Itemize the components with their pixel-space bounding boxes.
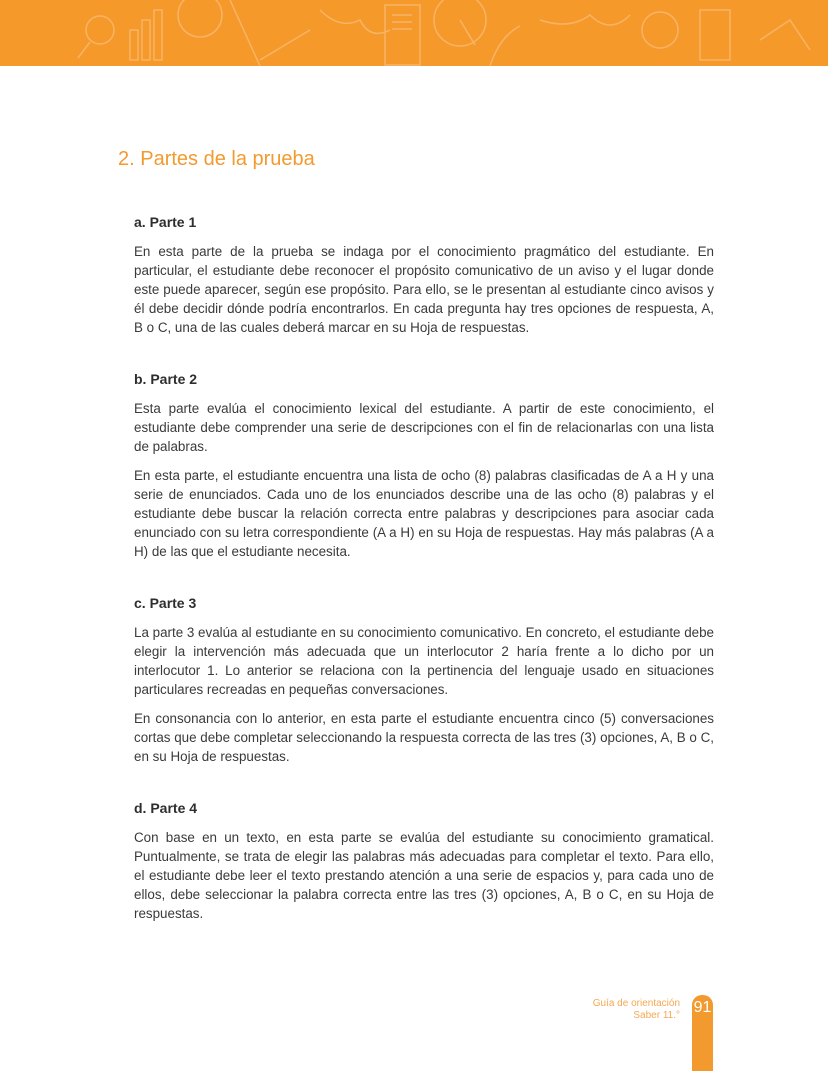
footer-guide-label [593,998,680,1022]
main-content [134,214,714,957]
paragraph: La parte 3 evalúa al estudiante en su conocimiento comunicativo. En concreto, el estudiante debe elegir la intervención más adecuada que un interlocutor 2 haría frente a lo dicho por un interlocutor 1. Lo anterior se relaciona con la pertinencia del lenguaje usado en situaciones particulares recreadas en pequeñas conversaciones. [134,625,714,697]
section-title: 2. Partes de la prueba [118,148,315,170]
footer-line-2: Saber 11.° [633,1010,680,1021]
paragraph: En esta parte de la prueba se indaga por el conocimiento pragmático del estudiante. En particular, el estudiante debe reconocer el propósito comunicativo de un aviso y el lugar donde este puede aparecer, según ese propósito. Para ello, se le presentan al estudiante cinco avisos y él debe decidir dónde podría encontrarlos. En cada pregunta hay tres opciones de respuesta, A, B o C, una de las cuales deberá marcar en su Hoja de respuestas. [134,244,714,335]
section-heading: c. Parte 3 [134,595,197,611]
footer-line-1: Guía de orientación [592,998,680,1009]
page-number: 91 [693,999,712,1016]
section-heading: a. Parte 1 [134,214,197,230]
paragraph: Esta parte evalúa el conocimiento lexical del estudiante. A partir de este conocimiento, el estudiante debe comprender una serie de descripciones con el fin de relacionarlas con una lista de palabras. [134,401,714,454]
section-parte-4 [134,800,714,923]
decorative-header-banner [0,0,828,66]
section-heading: d. Parte 4 [134,800,198,816]
paragraph: Con base en un texto, en esta parte se evalúa del estudiante su conocimiento gramatical. Puntualmente, se trata de elegir las palabras más adecuadas para completar el texto. Para ello, el estudiante debe leer el texto prestando atención a una serie de espacios y, para cada uno de ellos, debe seleccionar la palabra correcta entre las tres (3) opciones, A, B o C, en su Hoja de respuestas. [134,830,714,921]
section-parte-1 [134,214,714,337]
doodle-pattern-icon [0,0,828,66]
paragraph: En consonancia con lo anterior, en esta parte el estudiante encuentra cinco (5) conversaciones cortas que debe completar seleccionando la respuesta correcta de las tres (3) opciones, A, B o C, en su Hoja de respuestas. [134,711,714,764]
section-parte-2 [134,371,714,561]
section-parte-3 [134,595,714,766]
section-heading: b. Parte 2 [134,371,198,387]
page-number-tab [692,995,713,1071]
paragraph: En esta parte, el estudiante encuentra una lista de ocho (8) palabras clasificadas de A a H y una serie de enunciados. Cada uno de los enunciados describe una de las ocho (8) palabras y el estudiante debe buscar la relación correcta entre palabras y descripciones para asociar cada enunciado con su letra correspondiente (A a H) en su Hoja de respuestas. Hay más palabras (A a H) de las que el estudiante necesita. [134,468,714,559]
